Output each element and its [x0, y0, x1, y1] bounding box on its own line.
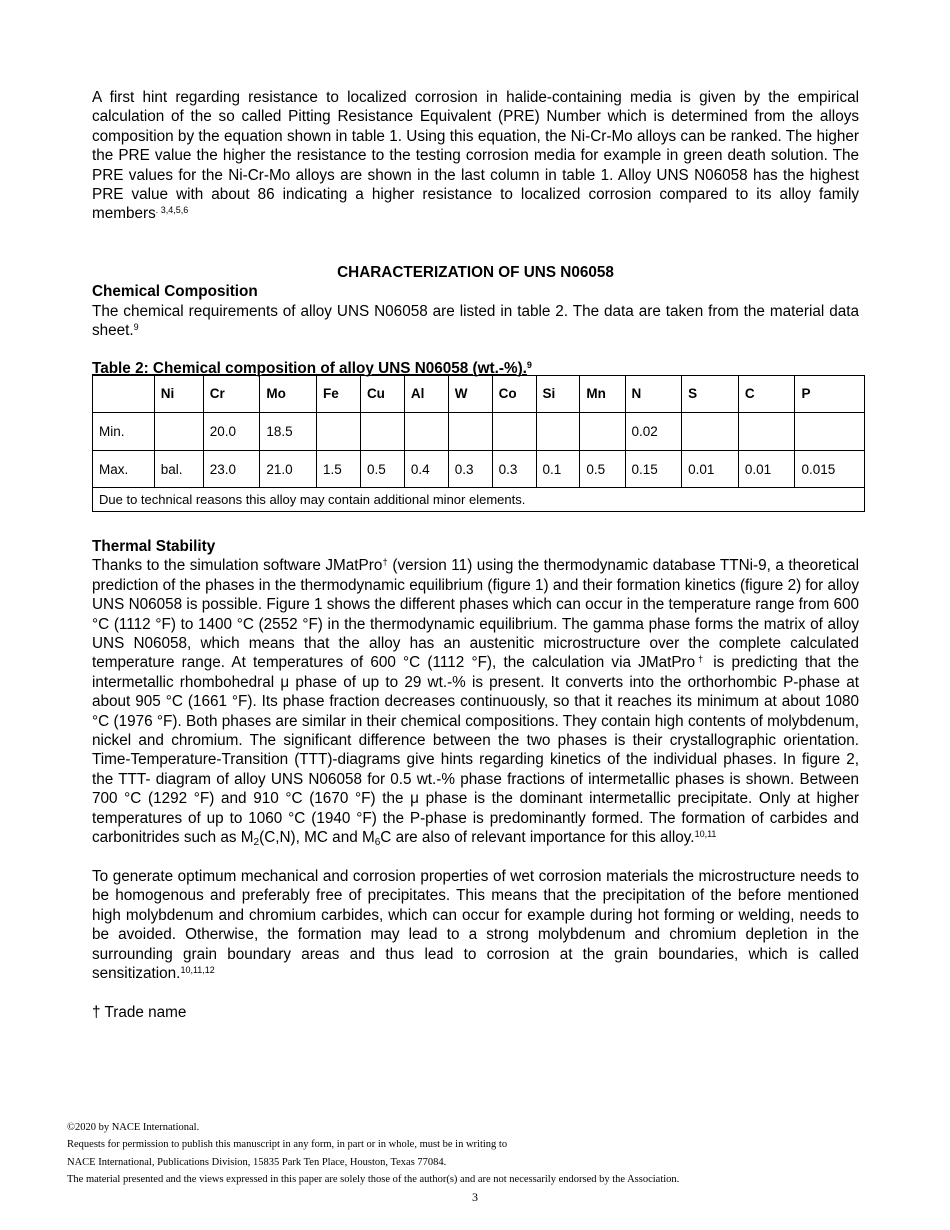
thermal-ref: 10,11,12	[180, 964, 215, 975]
footer-line: The material presented and the views expressed in this paper are solely those of the author(s) and are not necessarily endorsed by the Association.	[67, 1173, 680, 1185]
header-cell: Fe	[317, 376, 361, 413]
table-cell: 0.015	[795, 450, 865, 488]
table-cell: bal.	[154, 450, 203, 488]
table-cell	[580, 412, 625, 450]
header-cell: W	[448, 376, 492, 413]
table-cell: Max.	[93, 450, 155, 488]
table-cell: 0.02	[625, 412, 682, 450]
header-cell: S	[682, 376, 739, 413]
header-cell: P	[795, 376, 865, 413]
dagger-mark: †	[695, 654, 707, 665]
thermal-paragraph-2	[92, 867, 859, 983]
table-cell	[682, 412, 739, 450]
table-cell	[738, 412, 795, 450]
footer-line: NACE International, Publications Division, 15835 Park Ten Place, Houston, Texas 77084.	[67, 1156, 447, 1168]
table-cell	[448, 412, 492, 450]
table-cell: 0.4	[404, 450, 448, 488]
table-cell	[536, 412, 580, 450]
header-cell	[93, 376, 155, 413]
intro-ref: . 3,4,5,6	[155, 205, 189, 216]
table-caption-text: Table 2: Chemical composition of alloy UNS N06058 (wt.-%).	[92, 360, 527, 378]
table-note: Due to technical reasons this alloy may contain additional minor elements.	[93, 488, 865, 512]
thermal-text: is predicting that the intermetallic rhombohedral μ phase of up to 29 wt.-% is present. It converts into the orthorhombic P-phase at about 905 °C (1661 °F). Its phase fraction decreases continuously, so that it reaches its minimum at about 1080 °C (1976 °F). Both phases are similar in their chemical compositions. They contain high contents of molybdenum, nickel and chromium. The significant difference between the two phases is their crystallographic orientation. Time-Temperature-Transition (TTT)-diagrams give hints regarding kinetics of the individual phases. In figure 2, the TTT- diagram of alloy UNS N06058 for 0.5 wt.-% phase fractions of intermetallic phases is shown. Between 700 °C (1292 °F) and 910 °C (1670 °F) the μ phase is the dominant intermetallic precipitate. Only at higher temperatures of up to 1060 °C (1940 °F) the P-phase is predominantly formed. The formation of carbides and carbonitrides such as M	[92, 654, 859, 847]
table-cell: 0.15	[625, 450, 682, 488]
table-cell: 0.01	[738, 450, 795, 488]
header-cell: Mn	[580, 376, 625, 413]
page-number: 3	[472, 1190, 478, 1204]
section-title: CHARACTERIZATION OF UNS N06058	[337, 263, 614, 281]
thermal-ref: 10,11	[694, 829, 717, 840]
page-footer	[67, 1119, 887, 1188]
table-cell: 1.5	[317, 450, 361, 488]
table-cell: 0.5	[360, 450, 404, 488]
thermal-heading: Thermal Stability	[92, 538, 216, 555]
table-cell	[404, 412, 448, 450]
intro-text: A first hint regarding resistance to localized corrosion in halide-containing media is given by the empirical calculation of the so called Pitting Resistance Equivalent (PRE) Number which is determined from the alloys composition by the equation shown in table 1. Using this equation, the Ni-Cr-Mo alloys can be ranked. The higher the PRE value the higher the resistance to the testing corrosion media for example in green death solution. The PRE values for the Ni-Cr-Mo alloys are shown in the last column in table 1. Alloy UNS N06058 has the highest PRE value with about 86 indicating a higher resistance to localized corrosion compared to its alloy family members	[92, 89, 859, 223]
table-cell: 23.0	[203, 450, 260, 488]
footer-line: Requests for permission to publish this manuscript in any form, in part or in whole, must be in writing to	[67, 1139, 508, 1151]
table-caption-ref: 9	[526, 360, 532, 371]
chem-heading: Chemical Composition	[92, 283, 258, 301]
table-cell	[360, 412, 404, 450]
header-cell: Mo	[260, 376, 317, 413]
table-row-max	[93, 450, 865, 488]
subscript: 2	[253, 837, 260, 849]
composition-table	[92, 375, 865, 512]
intro-section	[92, 88, 859, 379]
table-cell: 0.3	[492, 450, 536, 488]
header-cell: Ni	[154, 376, 203, 413]
table-cell	[317, 412, 361, 450]
subscript: 6	[374, 837, 381, 849]
table-note-row	[93, 488, 865, 512]
thermal-paragraph-1	[92, 556, 859, 847]
thermal-text: Thanks to the simulation software JMatPro	[92, 557, 383, 575]
thermal-text: C are also of relevant importance for this alloy.	[380, 829, 695, 847]
footer-copyright: ©2020 by NACE International.	[67, 1122, 200, 1133]
table-cell: 0.3	[448, 450, 492, 488]
table-cell: 0.1	[536, 450, 580, 488]
thermal-section	[92, 537, 859, 1022]
header-cell: Al	[404, 376, 448, 413]
table-cell: 18.5	[260, 412, 317, 450]
trade-name-note: † Trade name	[92, 1003, 187, 1021]
table-cell	[154, 412, 203, 450]
header-cell: N	[625, 376, 682, 413]
table-row-min	[93, 412, 865, 450]
thermal-text: (version 11) using the thermodynamic database TTNi-9, a theoretical prediction of the phases in the thermodynamic equilibrium (figure 1) and their formation kinetics (figure 2) for alloy UNS N06058 is possible. Figure 1 shows the different phases which can occur in the temperature range from 600 °C (1112 °F) to 1400 °C (2552 °F) in the thermodynamic equilibrium. The gamma phase forms the matrix of alloy UNS N06058, which means that the alloy has an austenitic microstructure over the complete calculated temperature range. At temperatures of 600 °C (1112 °F), the calculation via JMatPro	[92, 557, 859, 672]
thermal-text: (C,N), MC and M	[259, 829, 375, 847]
chem-ref: 9	[133, 322, 139, 333]
header-cell: Cr	[203, 376, 260, 413]
chem-paragraph	[92, 302, 859, 341]
table-cell: 0.01	[682, 450, 739, 488]
intro-paragraph	[92, 88, 859, 224]
table-cell	[492, 412, 536, 450]
header-cell: Si	[536, 376, 580, 413]
table-cell: 20.0	[203, 412, 260, 450]
table-cell	[795, 412, 865, 450]
dagger-mark: †	[382, 557, 388, 568]
header-cell: Co	[492, 376, 536, 413]
chem-text: The chemical requirements of alloy UNS N06058 are listed in table 2. The data are taken from the material data sheet.	[92, 302, 859, 340]
header-cell: C	[738, 376, 795, 413]
table-cell: Min.	[93, 412, 155, 450]
thermal-text: To generate optimum mechanical and corrosion properties of wet corrosion materials the microstructure needs to be homogenous and preferably free of precipitates. This means that the precipitation of the before mentioned high molybdenum and chromium carbides, which can occur for example during hot forming or welding, needs to be avoided. Otherwise, the formation may lead to a strong molybdenum and chromium depletion in the surrounding grain boundary areas and thus lead to corrosion at the grain boundaries, which is called sensitization.	[92, 867, 859, 982]
header-cell: Cu	[360, 376, 404, 413]
table-cell: 0.5	[580, 450, 625, 488]
table-header-row	[93, 376, 865, 413]
table-cell: 21.0	[260, 450, 317, 488]
